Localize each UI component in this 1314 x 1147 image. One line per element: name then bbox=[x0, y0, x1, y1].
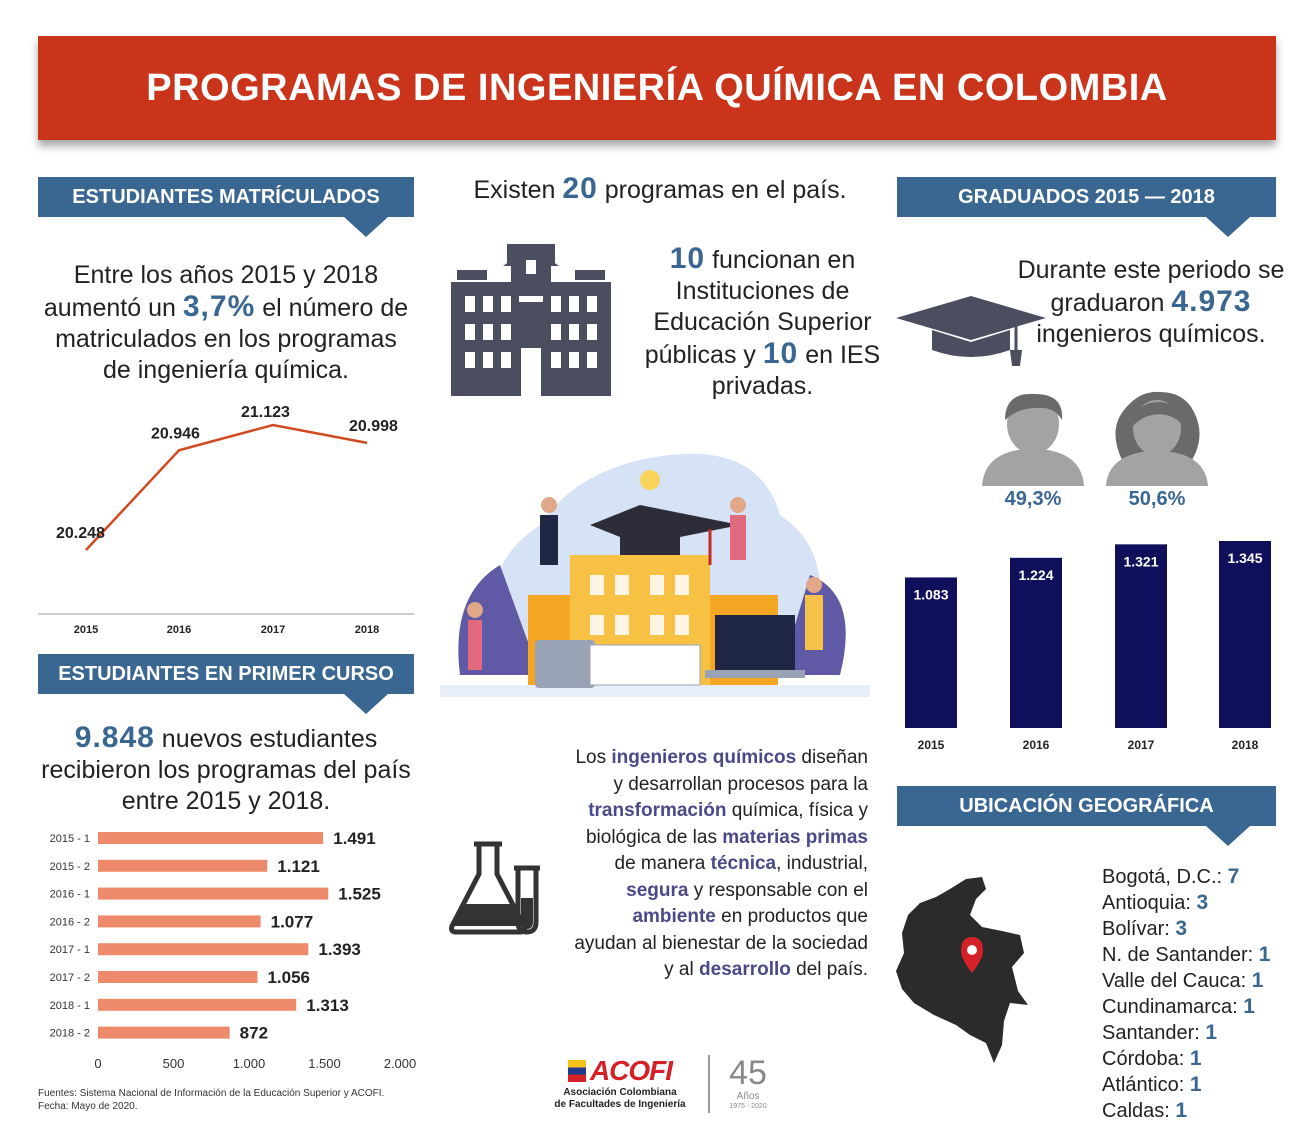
logo-line2: de Facultades de Ingeniería bbox=[554, 1099, 686, 1110]
primer-curso-num: 9.848 bbox=[74, 721, 155, 754]
description-fragment: del país. bbox=[790, 959, 868, 980]
location-name: Caldas: bbox=[1102, 1100, 1176, 1122]
x-tick-label: 500 bbox=[162, 1056, 185, 1071]
colombia-map-icon bbox=[890, 875, 1040, 1065]
enrollment-line-chart bbox=[38, 395, 418, 645]
intro-num: 20 bbox=[562, 172, 598, 205]
logo-divider bbox=[708, 1055, 710, 1113]
programs-intro bbox=[430, 173, 890, 206]
bar-value-label: 1.083 bbox=[913, 586, 949, 603]
category-label: 2015 - 1 bbox=[49, 833, 90, 845]
location-name: Bolívar: bbox=[1102, 918, 1176, 940]
location-item bbox=[1102, 1098, 1282, 1124]
logo-name: ACOFI bbox=[589, 1055, 673, 1086]
x-tick-label: 2017 bbox=[260, 624, 286, 636]
source-text: Fuentes: Sistema Nacional de Información de la Educación Superior y ACOFI. bbox=[38, 1088, 385, 1099]
x-tick-label: 1.500 bbox=[308, 1056, 341, 1071]
bar bbox=[1010, 558, 1062, 728]
location-count: 3 bbox=[1175, 917, 1188, 940]
header-notch bbox=[1206, 217, 1250, 237]
bar-value-label: 1.313 bbox=[306, 995, 349, 1015]
matriculados-text-pre: Entre los años 2015 y 2018 aumentó un bbox=[43, 261, 379, 322]
description-highlight: segura bbox=[626, 879, 689, 901]
x-tick-label: 2018 bbox=[354, 624, 380, 636]
data-label: 20.248 bbox=[56, 525, 105, 542]
graduados-num: 4.973 bbox=[1171, 285, 1252, 318]
location-item bbox=[1102, 942, 1282, 968]
date-text: Fecha: Mayo de 2020. bbox=[38, 1101, 138, 1112]
intro-pre: Existen bbox=[473, 176, 556, 204]
description-text bbox=[566, 745, 868, 984]
category-label: 2018 - 1 bbox=[49, 999, 90, 1012]
matriculados-highlight: 3,7% bbox=[182, 290, 256, 323]
graduates-bar-chart bbox=[897, 530, 1276, 760]
location-name: Santander: bbox=[1102, 1022, 1206, 1044]
matriculados-text bbox=[38, 260, 414, 386]
location-count: 1 bbox=[1251, 969, 1264, 992]
location-count: 1 bbox=[1175, 1099, 1188, 1122]
x-tick-label: 1.000 bbox=[232, 1056, 266, 1071]
location-count: 3 bbox=[1196, 891, 1209, 914]
location-item bbox=[1102, 890, 1282, 916]
category-label: 2016 - 1 bbox=[49, 888, 90, 901]
location-name: Valle del Cauca: bbox=[1102, 970, 1252, 992]
section-title: UBICACIÓN GEOGRÁFICA bbox=[959, 794, 1214, 817]
description-fragment: en productos que ayudan al bienestar de la sociedad y al bbox=[574, 906, 868, 980]
female-percentage: 50,6% bbox=[1128, 488, 1186, 510]
location-item bbox=[1102, 994, 1282, 1020]
primer-curso-desc: nuevos estudiantes recibieron los programas del país entre 2015 y 2018. bbox=[41, 725, 411, 815]
x-tick-label: 2015 bbox=[917, 738, 945, 752]
enrollment-line bbox=[86, 425, 367, 550]
bar-value-label: 1.224 bbox=[1018, 566, 1054, 583]
category-label: 2017 - 2 bbox=[49, 972, 90, 984]
bar bbox=[98, 943, 308, 955]
section-title: ESTUDIANTES EN PRIMER CURSO bbox=[58, 662, 394, 685]
location-count: 1 bbox=[1189, 1047, 1202, 1070]
x-tick-label: 2015 bbox=[73, 624, 99, 636]
location-count: 1 bbox=[1243, 995, 1255, 1018]
description-highlight: ingenieros químicos bbox=[611, 747, 797, 768]
section-header-matriculados bbox=[38, 177, 414, 217]
header-notch bbox=[344, 694, 388, 714]
bar bbox=[1219, 541, 1271, 728]
primer-curso-text bbox=[38, 722, 414, 817]
section-title: ESTUDIANTES MATRÍCULADOS bbox=[72, 185, 380, 208]
section-header-ubicacion bbox=[897, 786, 1276, 826]
title-banner bbox=[38, 36, 1276, 140]
location-count: 1 bbox=[1258, 943, 1271, 966]
graduados-text-pre: Durante este periodo se graduaron bbox=[1017, 256, 1285, 317]
description-fragment: diseñan y desarrollan procesos para la bbox=[613, 747, 868, 795]
description-fragment: química, física y biológica de las bbox=[585, 800, 868, 848]
location-count: 1 bbox=[1189, 1073, 1202, 1096]
x-tick-label: 0 bbox=[94, 1056, 102, 1071]
location-name: Bogotá, D.C.: bbox=[1102, 866, 1228, 888]
description-highlight: transformación bbox=[588, 800, 727, 821]
location-item bbox=[1102, 864, 1282, 890]
header-notch bbox=[344, 217, 388, 237]
description-fragment: y responsable con el bbox=[688, 879, 868, 901]
bar-value-label: 1.121 bbox=[277, 856, 320, 876]
graduation-illustration bbox=[440, 445, 870, 700]
ies-text bbox=[640, 243, 885, 402]
male-percentage: 49,3% bbox=[1004, 488, 1062, 510]
location-item bbox=[1102, 1072, 1282, 1098]
anniversary-mark bbox=[718, 1055, 778, 1111]
ies-text-private: en IES privadas. bbox=[711, 341, 881, 400]
male-avatar-icon bbox=[980, 390, 1086, 490]
description-highlight: materias primas bbox=[722, 826, 868, 848]
location-item bbox=[1102, 916, 1282, 942]
first-year-bar-chart bbox=[30, 820, 430, 1080]
shield-icon bbox=[568, 1060, 586, 1082]
description-highlight: desarrollo bbox=[699, 959, 791, 980]
graduados-text-post: ingenieros químicos. bbox=[1036, 320, 1266, 348]
bar bbox=[1115, 544, 1167, 728]
location-count: 1 bbox=[1205, 1021, 1218, 1044]
bar-value-label: 1.393 bbox=[318, 940, 361, 960]
bar bbox=[98, 915, 261, 927]
bar-value-label: 1.491 bbox=[333, 829, 376, 848]
location-name: Atlántico: bbox=[1102, 1074, 1190, 1096]
anniv-number: 45 bbox=[729, 1054, 767, 1092]
description-highlight: ambiente bbox=[632, 906, 716, 927]
data-label: 20.998 bbox=[349, 417, 398, 435]
category-label: 2015 - 2 bbox=[49, 860, 90, 873]
anniv-word: Años bbox=[736, 1091, 760, 1102]
x-tick-label: 2017 bbox=[1127, 738, 1155, 752]
location-name: Antioquia: bbox=[1102, 892, 1197, 914]
ies-text-public: funcionan en Instituciones de Educación Superior públicas y bbox=[644, 246, 872, 369]
x-tick-label: 2018 bbox=[1231, 738, 1259, 752]
category-label: 2017 - 1 bbox=[49, 944, 90, 957]
intro-post: programas en el país. bbox=[604, 176, 847, 204]
bar-value-label: 1.525 bbox=[338, 884, 381, 904]
data-label: 21.123 bbox=[241, 404, 290, 421]
bar-value-label: 872 bbox=[239, 1023, 269, 1043]
location-count: 7 bbox=[1227, 865, 1240, 888]
data-label: 20.946 bbox=[151, 425, 200, 443]
location-name: Córdoba: bbox=[1102, 1048, 1190, 1070]
description-highlight: técnica bbox=[710, 853, 777, 874]
bar bbox=[98, 888, 328, 900]
anniv-years: 1975 - 2020 bbox=[729, 1103, 767, 1110]
bar bbox=[98, 1027, 230, 1039]
section-header-primer-curso bbox=[38, 654, 414, 694]
section-header-graduados bbox=[897, 177, 1276, 217]
bar bbox=[98, 999, 296, 1011]
x-tick-label: 2.000 bbox=[383, 1056, 417, 1071]
page-title: PROGRAMAS DE INGENIERÍA QUÍMICA EN COLOMBIA bbox=[146, 66, 1168, 109]
flask-icon bbox=[446, 838, 546, 938]
header-notch bbox=[1206, 826, 1250, 846]
category-label: 2016 - 2 bbox=[49, 916, 90, 929]
ies-num-private: 10 bbox=[762, 337, 799, 370]
ies-num-public: 10 bbox=[669, 242, 706, 275]
description-fragment: de manera bbox=[614, 853, 711, 874]
bar bbox=[98, 832, 323, 844]
bar-value-label: 1.345 bbox=[1227, 550, 1263, 566]
x-tick-label: 2016 bbox=[1022, 738, 1050, 752]
acofi-logo bbox=[540, 1055, 700, 1111]
location-item bbox=[1102, 968, 1282, 994]
description-fragment: Los bbox=[575, 747, 612, 768]
section-title: GRADUADOS 2015 — 2018 bbox=[958, 185, 1215, 208]
description-fragment: , industrial, bbox=[776, 853, 868, 874]
location-item bbox=[1102, 1046, 1282, 1072]
location-name: N. de Santander: bbox=[1102, 944, 1259, 966]
location-item bbox=[1102, 1020, 1282, 1046]
location-list bbox=[1102, 864, 1282, 1124]
bar bbox=[98, 860, 267, 872]
graduados-text bbox=[1010, 255, 1292, 350]
bar-value-label: 1.077 bbox=[270, 912, 314, 932]
x-tick-label: 2016 bbox=[166, 624, 192, 636]
footer-sources bbox=[38, 1087, 384, 1113]
female-avatar-icon bbox=[1104, 390, 1210, 490]
bar-value-label: 1.321 bbox=[1123, 553, 1159, 570]
category-label: 2018 - 2 bbox=[49, 1027, 90, 1040]
bar bbox=[98, 971, 257, 983]
location-name: Cundinamarca: bbox=[1102, 996, 1244, 1018]
bar-value-label: 1.056 bbox=[267, 968, 311, 987]
logo-line1: Asociación Colombiana bbox=[563, 1087, 677, 1098]
building-icon bbox=[447, 238, 615, 398]
matriculados-text-post: el número de matriculados en los programas de ingeniería química. bbox=[55, 294, 409, 384]
